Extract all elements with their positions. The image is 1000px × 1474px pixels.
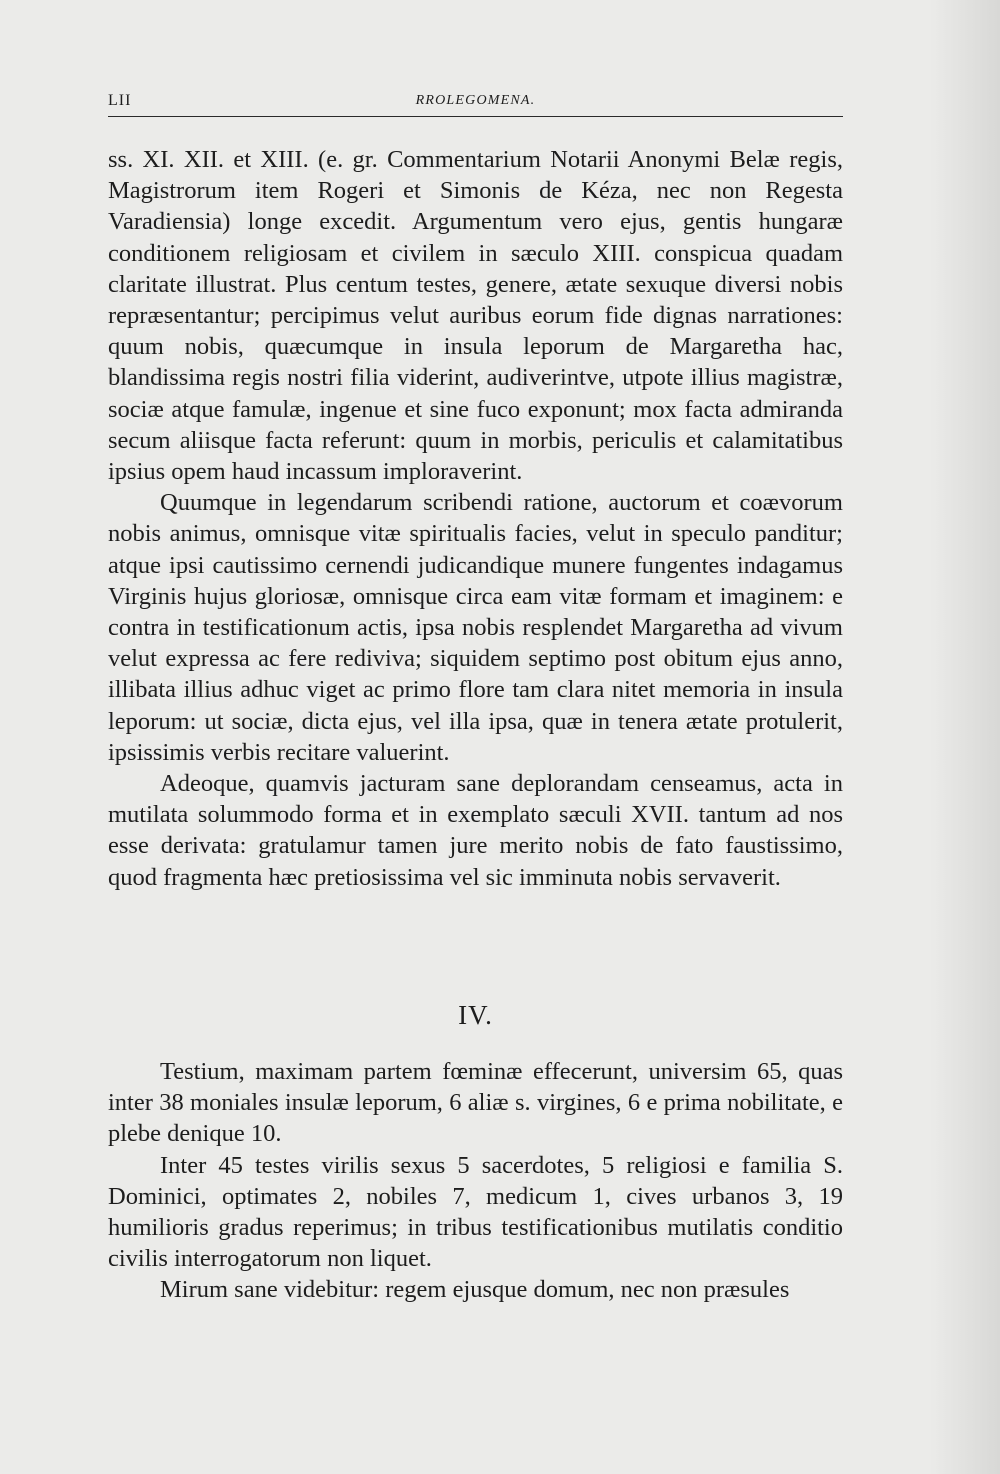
page-edge-shadow [930,0,1000,1474]
paragraph-continuation: ss. XI. XII. et XIII. (e. gr. Commentarium Notarii Anonymi Belæ regis, Magistrorum item Rogeri et Simonis de Kéza, nec non Regesta Varadiensia) longe excedit. Argumentum vero ejus, gentis hungaræ conditionem religiosam et civilem in sæculo XIII. conspicua quadam claritate illustrat. Plus centum testes, genere, ætate sexuque diversi nobis repræsentantur; percipimus velut auribus eorum fide dignas narrationes: quum nobis, quæcumque in insula leporum de Margaretha hac, blandissima regis nostri filia viderint, audiverintve, utpote illius magistræ, sociæ atque famulæ, ingenue et sine fuco exponunt; mox facta admiranda secum aliisque facta referunt: quum in morbis, periculis et calamitatibus ipsius opem haud incassum imploraverint. [108,146,843,486]
running-head: RROLEGOMENA. [415,93,536,108]
text-block-bottom [108,1056,843,1306]
page-number: LII [108,92,132,109]
text-block-top [108,144,843,893]
page-header [108,92,843,117]
paragraph: Testium, maximam partem fœminæ effecerunt, universim 65, quas inter 38 moniales insulæ leporum, 6 aliæ s. virgines, 6 e prima nobilitate, e plebe denique 10. [108,1058,843,1148]
paragraph: Quumque in legendarum scribendi ratione, auctorum et coævorum nobis animus, omnisque vitæ spiritualis facies, velut in speculo panditur; atque ipsi cautissimo cernendi judicandique munere fungentes indagamus Virginis hujus gloriosæ, omnisque circa eam vitæ formam et imaginem: e contra in testificationum actis, ipsa nobis resplendet Margaretha ad vivum velut expressa ac fere rediviva; siquidem septimo post obitum ejus anno, illibata illius adhuc viget ac primo flore tam clara nitet memoria in insula leporum: ut sociæ, dicta ejus, vel illa ipsa, quæ in tenera ætate protulerit, ipsissimis verbis recitare valuerint. [108,489,843,766]
paragraph: Mirum sane videbitur: regem ejusque domum, nec non præsules [160,1276,790,1304]
section-heading: IV. [458,1000,493,1030]
paragraph: Inter 45 testes virilis sexus 5 sacerdotes, 5 religiosi e familia S. Dominici, optimates 2, nobiles 7, medicum 1, cives urbanos 3, 19 humilioris gradus reperimus; in tribus testificationibus mutilatis conditio civilis interrogatorum non liquet. [108,1151,843,1273]
paragraph: Adeoque, quamvis jacturam sane deplorandam censeamus, acta in mutilata solummodo forma et in exemplato sæculi XVII. tantum ad nos esse derivata: gratulamur tamen jure merito nobis de fato faustissimo, quod fragmenta hæc pretiosissima vel sic imminuta nobis servaverit. [108,770,843,891]
